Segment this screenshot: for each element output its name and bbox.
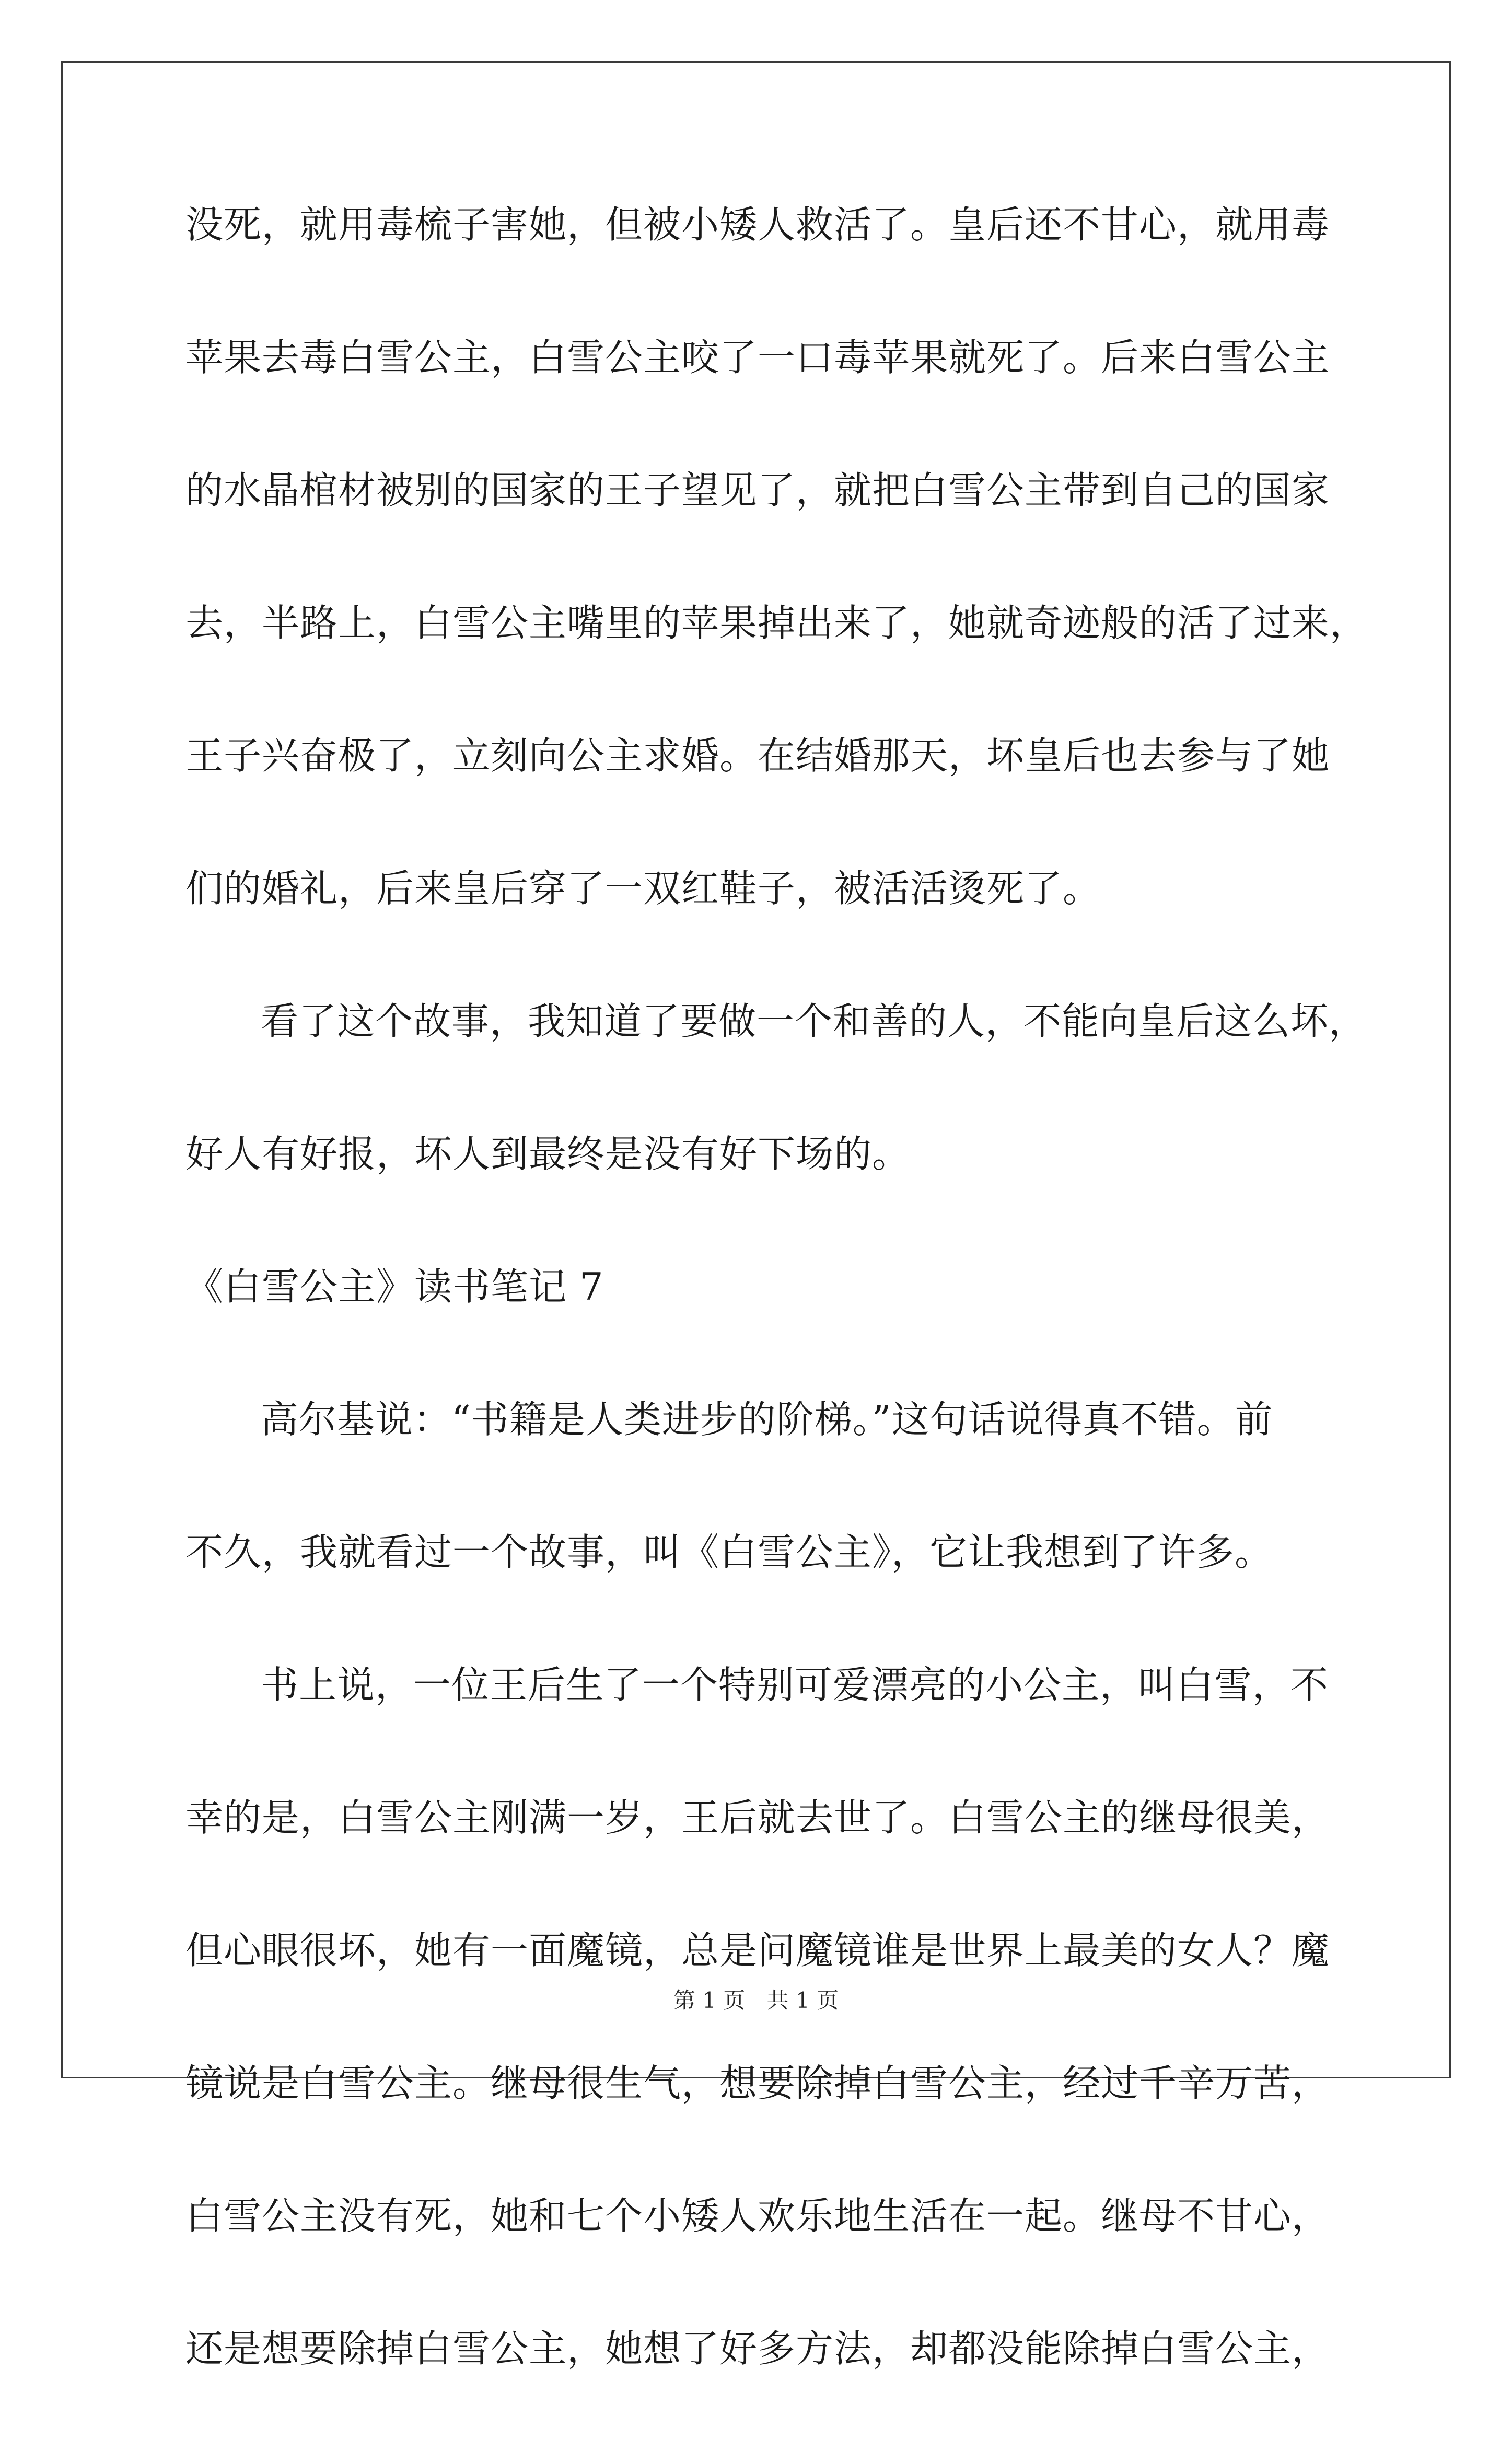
text-line: 白雪公主没有死，她和七个小矮人欢乐地生活在一起。继母不甘心， <box>185 2194 1330 2238</box>
page-number: 第 1 页 <box>673 1987 746 2013</box>
text-line: 不久，我就看过一个故事，叫《白雪公主》，它让我想到了许多。 <box>185 1530 1273 1574</box>
text-line: 们的婚礼，后来皇后穿了一双红鞋子，被活活烫死了。 <box>185 866 1101 910</box>
text-line: 王子兴奋极了，立刻向公主求婚。在结婚那天，坏皇后也去参与了她 <box>185 734 1330 778</box>
text-line: 还是想要除掉白雪公主，她想了好多方法，却都没能除掉白雪公主， <box>185 2327 1330 2371</box>
text-line: 幸的是，白雪公主刚满一岁，王后就去世了。白雪公主的继母很美， <box>185 1796 1330 1840</box>
page-total: 共 1 页 <box>766 1987 839 2013</box>
text-line: 好人有好报，坏人到最终是没有好下场的。 <box>185 1132 911 1176</box>
text-line: 没死，就用毒梳子害她，但被小矮人救活了。皇后还不甘心，就用毒 <box>185 203 1330 247</box>
text-line: 苹果去毒白雪公主，白雪公主咬了一口毒苹果就死了。后来白雪公主 <box>185 336 1330 379</box>
text-line: 镜说是白雪公主。继母很生气，想要除掉白雪公主，经过千辛万苦， <box>185 2061 1330 2105</box>
document-body <box>185 193 1368 2450</box>
text-line: 去，半路上，白雪公主嘴里的苹果掉出来了，她就奇迹般的活了过来， <box>185 601 1368 645</box>
text-line: 但心眼很坏，她有一面魔镜，总是问魔镜谁是世界上最美的女人？魔 <box>185 1928 1330 1972</box>
section-heading: 《白雪公主》读书笔记 7 <box>185 1265 604 1309</box>
paragraph-start-line: 书上说，一位王后生了一个特别可爱漂亮的小公主，叫白雪，不 <box>261 1663 1329 1707</box>
text-line: 的水晶棺材被别的国家的王子望见了，就把白雪公主带到自己的国家 <box>185 468 1330 512</box>
page-footer <box>0 1983 1512 2015</box>
paragraph-start-line: 高尔基说：“书籍是人类进步的阶梯。”这句话说得真不错。前 <box>261 1397 1273 1441</box>
paragraph-start-line: 看了这个故事，我知道了要做一个和善的人，不能向皇后这么坏， <box>261 999 1367 1043</box>
